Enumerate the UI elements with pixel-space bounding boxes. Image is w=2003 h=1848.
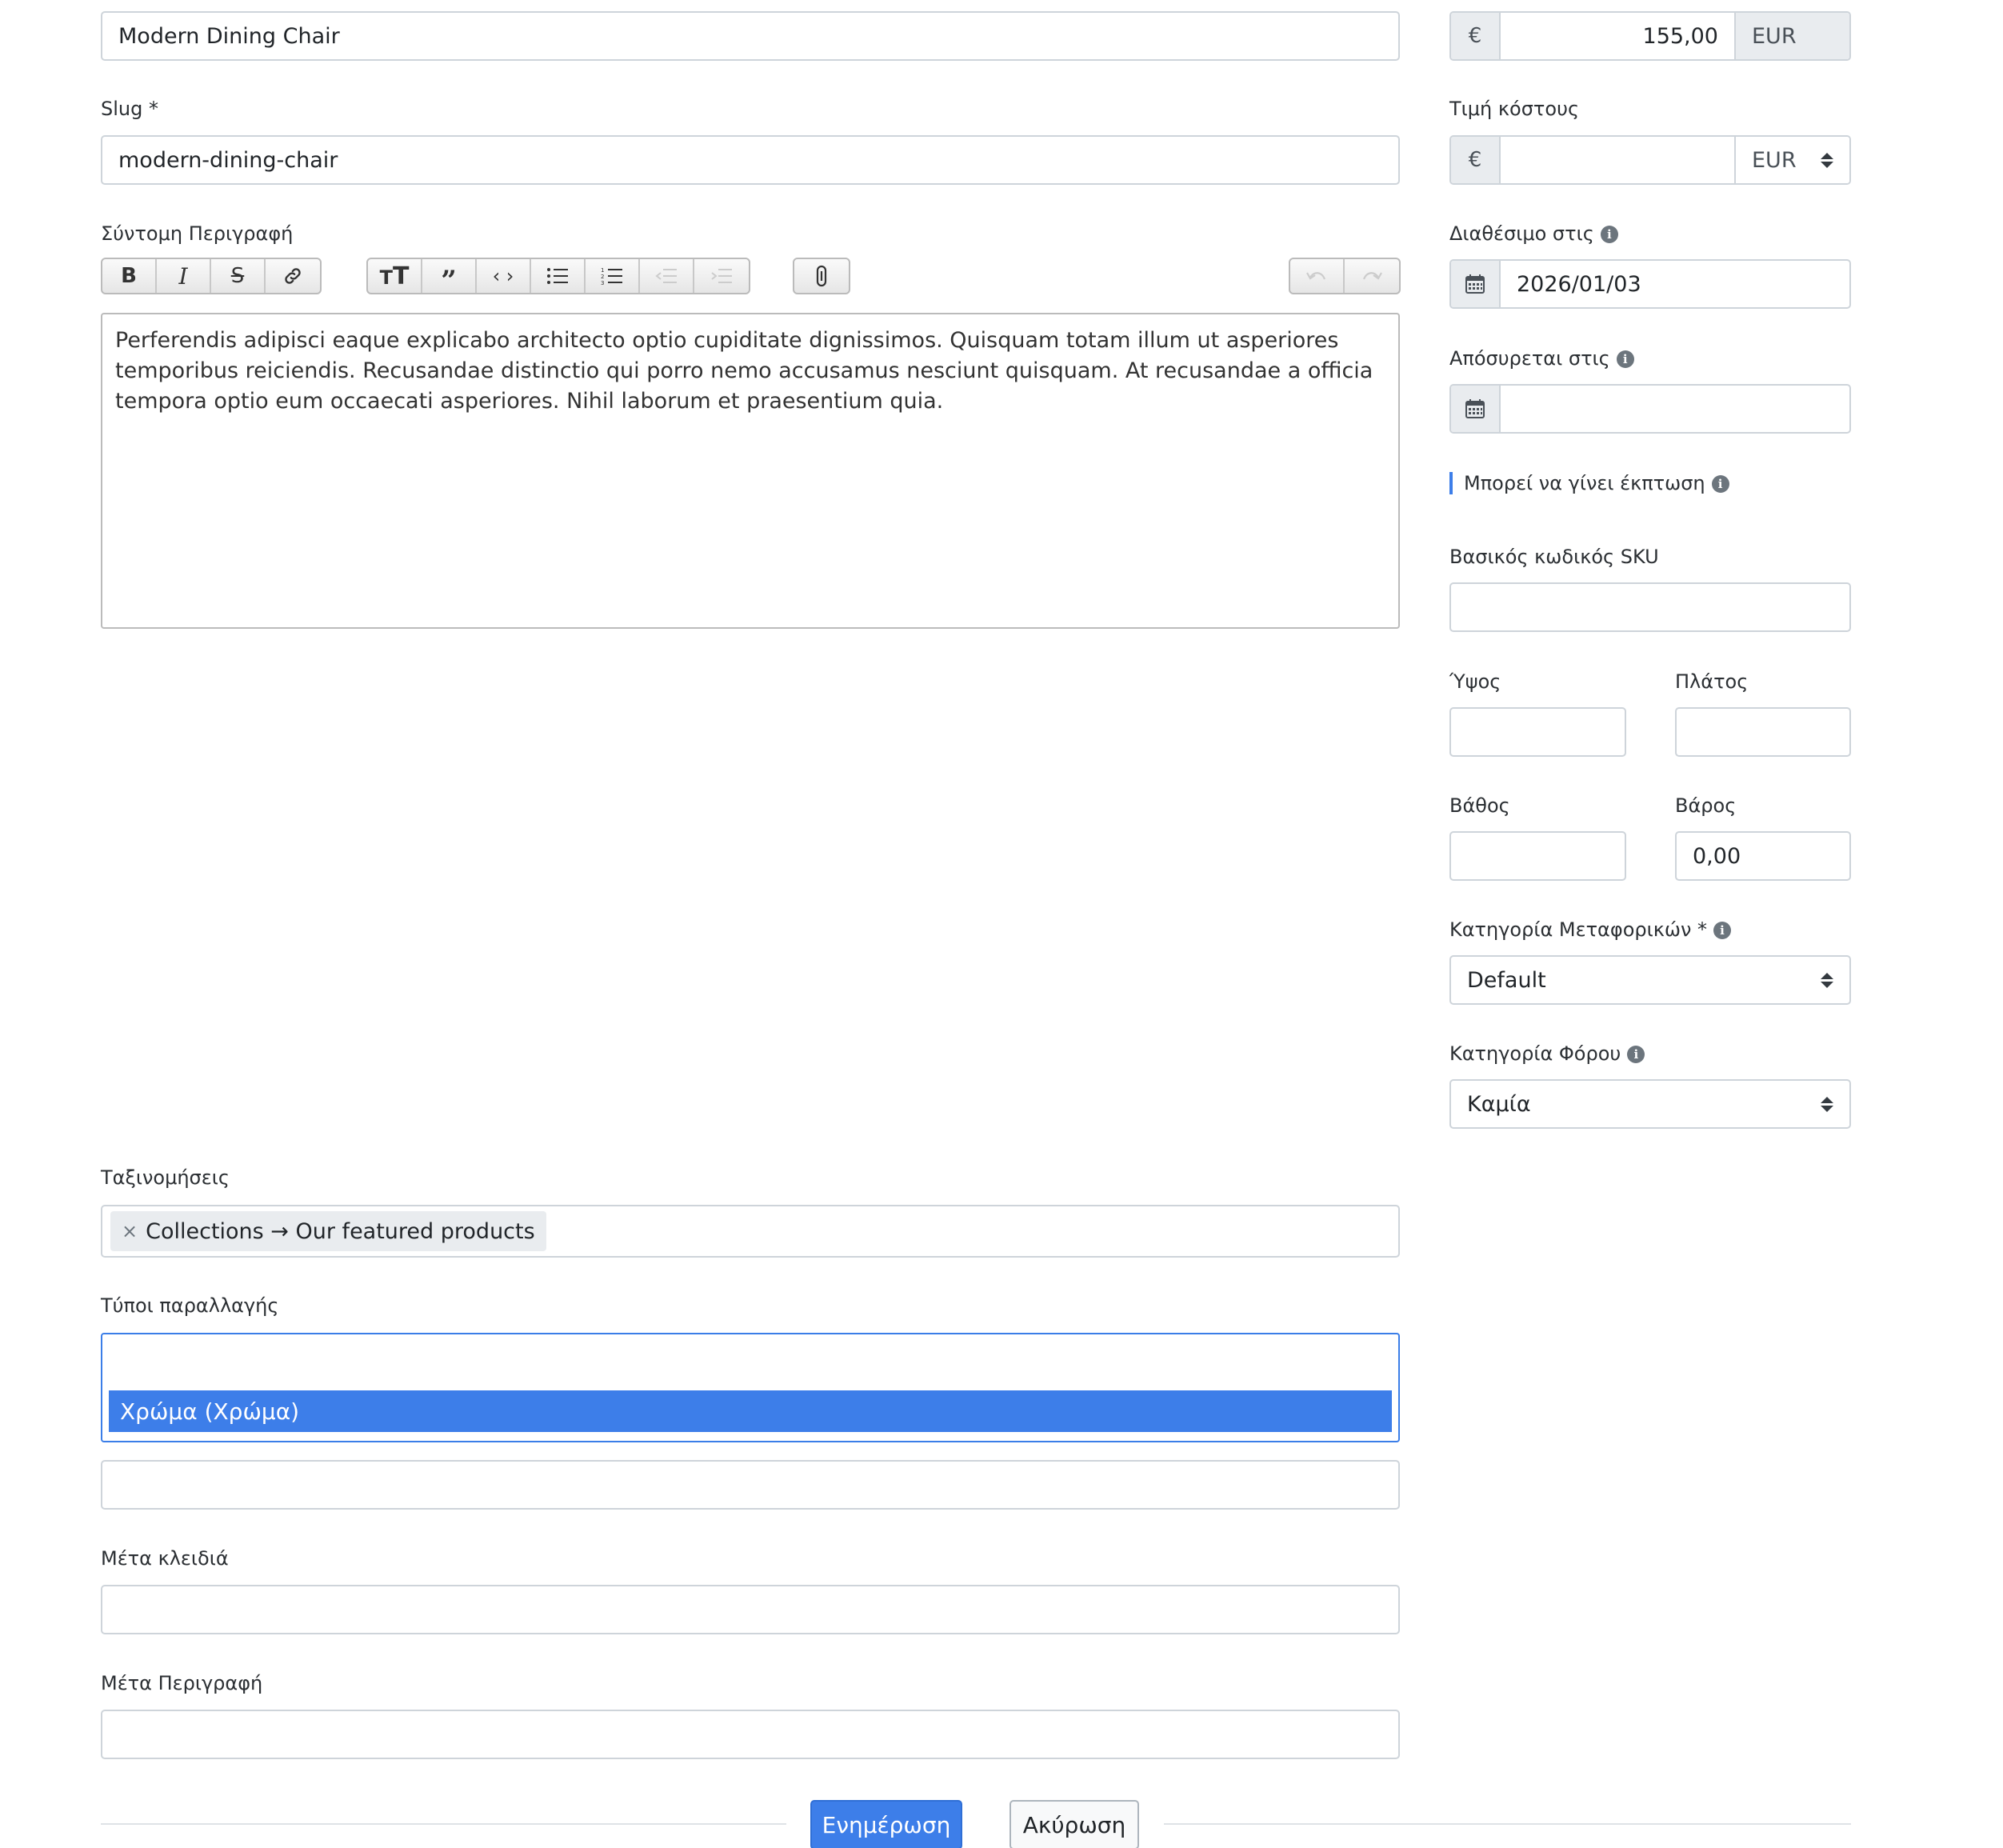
short-description-editor[interactable]: Perferendis adipisci eaque explicabo architecto optio cupiditate dignissimos. Quisquam totam illum ut asperiores temporibus reiciendis. Recusandae distinctio qui porro nemo accusamus nesciunt quisquam. At recusandae a officia tempora optio eum occaecati asperiores. Nihil laborum et praesentium quia. xyxy=(101,313,1400,629)
meta-keywords-input[interactable] xyxy=(101,1585,1400,1634)
history-toolbar-group xyxy=(1289,258,1401,294)
indent-icon[interactable] xyxy=(694,259,749,293)
cost-currency-select[interactable] xyxy=(1734,137,1849,183)
available-on-input-group xyxy=(1449,259,1851,309)
available-on-input[interactable]: 2026/01/03 xyxy=(1517,271,1641,297)
shipping-category-label: Κατηγορία Μεταφορικών * xyxy=(1449,918,1708,941)
outdent-icon[interactable] xyxy=(640,259,694,293)
calendar-icon[interactable] xyxy=(1451,386,1501,432)
svg-text:1: 1 xyxy=(601,267,605,274)
tax-category-label-row xyxy=(1449,1042,1645,1065)
calendar-icon[interactable] xyxy=(1451,261,1501,307)
taxon-tag-label: Collections → Our featured products xyxy=(146,1218,535,1244)
discontinue-on-input-group xyxy=(1449,384,1851,434)
meta-description-input[interactable] xyxy=(101,1710,1400,1759)
svg-text:2: 2 xyxy=(601,274,605,280)
select-arrows-icon xyxy=(1821,153,1833,168)
cost-currency-value: EUR xyxy=(1752,147,1797,173)
available-on-label: Διαθέσιμο στις xyxy=(1449,222,1594,245)
shipping-category-select[interactable] xyxy=(1449,955,1851,1005)
width-input[interactable] xyxy=(1675,707,1851,757)
price-input-group xyxy=(1449,11,1851,61)
code-icon[interactable]: ‹ › xyxy=(477,259,531,293)
promotionable-checkbox[interactable] xyxy=(1449,472,1453,494)
bullet-list-icon[interactable] xyxy=(531,259,586,293)
depth-input[interactable] xyxy=(1449,831,1626,881)
short-description-label: Σύντομη Περιγραφή xyxy=(101,222,294,245)
select-arrows-icon xyxy=(1821,973,1833,988)
remove-tag-icon[interactable]: × xyxy=(122,1220,138,1242)
depth-label: Βάθος xyxy=(1449,794,1510,817)
product-name-input[interactable]: Modern Dining Chair xyxy=(101,11,1400,61)
sku-input[interactable] xyxy=(1449,582,1851,632)
info-icon[interactable]: i xyxy=(1713,922,1731,939)
bold-icon[interactable]: B xyxy=(102,259,157,293)
weight-label: Βάρος xyxy=(1675,794,1737,817)
attach-toolbar-group xyxy=(793,258,850,294)
shipping-category-value: Default xyxy=(1467,967,1546,993)
taxon-tag xyxy=(110,1211,546,1251)
strikethrough-icon[interactable]: S xyxy=(211,259,266,293)
actions-divider-right xyxy=(1164,1823,1851,1825)
info-icon[interactable]: i xyxy=(1712,475,1729,493)
quote-icon[interactable]: ” xyxy=(422,259,477,293)
price-input[interactable]: 155,00 xyxy=(1642,23,1718,49)
sku-label: Βασικός κωδικός SKU xyxy=(1449,546,1659,568)
option-types-select[interactable] xyxy=(101,1333,1400,1442)
link-icon[interactable] xyxy=(266,259,320,293)
tax-category-value: Καμία xyxy=(1467,1091,1531,1117)
cost-price-input-group xyxy=(1449,135,1851,185)
tax-category-select[interactable] xyxy=(1449,1079,1851,1129)
width-label: Πλάτος xyxy=(1675,670,1749,693)
option-types-label: Τύποι παραλλαγής xyxy=(101,1294,279,1317)
italic-icon[interactable]: I xyxy=(157,259,211,293)
discontinue-on-input[interactable] xyxy=(1501,386,1849,432)
discontinue-on-label-row xyxy=(1449,347,1634,370)
numbered-list-icon[interactable] xyxy=(586,259,640,293)
price-currency: EUR xyxy=(1734,13,1849,59)
cost-price-label: Τιμή κόστους xyxy=(1449,98,1580,120)
weight-input[interactable]: 0,00 xyxy=(1675,831,1851,881)
height-label: Ύψος xyxy=(1449,670,1501,693)
meta-description-label: Μέτα Περιγραφή xyxy=(101,1672,263,1694)
cancel-button[interactable]: Ακύρωση xyxy=(1009,1800,1139,1848)
update-button[interactable]: Ενημέρωση xyxy=(810,1800,962,1848)
info-icon[interactable]: i xyxy=(1627,1046,1645,1063)
slug-label: Slug * xyxy=(101,98,158,120)
taxons-input[interactable] xyxy=(101,1205,1400,1258)
cost-price-input[interactable] xyxy=(1501,137,1734,183)
svg-text:3: 3 xyxy=(601,280,605,286)
taxons-label: Ταξινομήσεις xyxy=(101,1166,230,1189)
slug-input[interactable]: modern-dining-chair xyxy=(101,135,1400,185)
promotionable-label[interactable]: Μπορεί να γίνει έκπτωση xyxy=(1464,472,1705,494)
height-input[interactable] xyxy=(1449,707,1626,757)
undo-icon[interactable] xyxy=(1290,259,1345,293)
redo-icon[interactable] xyxy=(1345,259,1399,293)
discontinue-on-label: Απόσυρεται στις xyxy=(1449,347,1610,370)
info-icon[interactable]: i xyxy=(1617,350,1634,368)
promotionable-label-row xyxy=(1464,472,1729,494)
tax-category-label: Κατηγορία Φόρου xyxy=(1449,1042,1621,1065)
attachment-icon[interactable] xyxy=(794,259,849,293)
cost-currency-symbol: € xyxy=(1451,137,1501,183)
text-format-toolbar-group xyxy=(101,258,322,294)
available-on-label-row xyxy=(1449,222,1618,245)
select-arrows-icon xyxy=(1821,1097,1833,1112)
heading-icon[interactable]: TT xyxy=(368,259,422,293)
option-types-dropdown-item[interactable]: Χρώμα (Χρώμα) xyxy=(109,1390,1392,1432)
meta-title-input[interactable] xyxy=(101,1460,1400,1510)
info-icon[interactable]: i xyxy=(1601,226,1618,243)
meta-keywords-label: Μέτα κλειδιά xyxy=(101,1547,229,1570)
shipping-category-label-row xyxy=(1449,918,1731,941)
block-format-toolbar-group xyxy=(366,258,750,294)
price-currency-symbol: € xyxy=(1451,13,1501,59)
actions-divider-left xyxy=(101,1823,786,1825)
